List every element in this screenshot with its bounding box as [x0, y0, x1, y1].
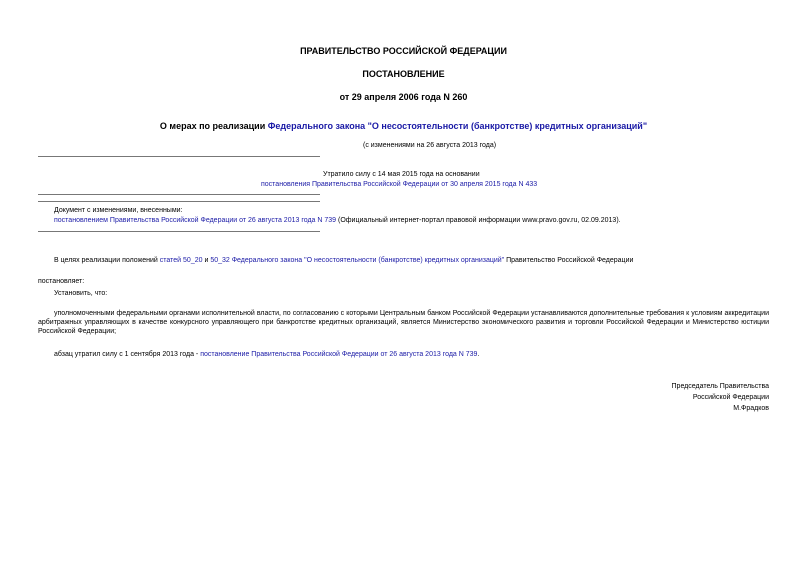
expired-decree-link[interactable]: постановления Правительства Российской Федерации от 30 апреля 2015 года N 433: [261, 181, 538, 188]
expired-line: Утратило силу с 14 мая 2015 года на основании: [323, 171, 480, 178]
divider: [38, 194, 320, 195]
federal-law-link[interactable]: Федерального закона "О несостоятельности (банкротстве) кредитных организаций": [267, 121, 648, 131]
repealed-end: .: [477, 351, 480, 358]
title-prefix: О мерах по реализации: [159, 121, 268, 131]
establish-line: Установить, что:: [54, 290, 108, 297]
preamble-start: В целях реализации положений: [54, 257, 160, 264]
divider: [38, 201, 320, 202]
repealing-decree-link[interactable]: постановление Правительства Российской Федерации от 26 августа 2013 года N 739: [200, 351, 478, 358]
signature-block: [672, 382, 769, 413]
amending-decree-link[interactable]: постановлением Правительства Российской Федерации от 26 августа 2013 года N 739: [54, 217, 337, 224]
body-paragraph: уполномоченными федеральными органами исполнительной власти, по согласованию с которыми Центральным банком Российской Федерации устанавливаются дополнительные требования к условиям аккредитации арбитражных управляющих в качестве конкурсного управляющего при банкротстве кредитных организаций, является Министерство экономического развития и торговли Российской Федерации и Министерство юстиции Российской Федерации;: [38, 310, 769, 335]
signature-name: М.Фрадков: [733, 405, 769, 412]
divider: [38, 156, 320, 157]
date-number: от 29 апреля 2006 года N 260: [339, 92, 468, 102]
preamble: [54, 256, 633, 265]
changes-source: (Официальный интернет-портал правовой информации www.pravo.gov.ru, 02.09.2013).: [336, 217, 621, 224]
changes-line: [54, 216, 621, 225]
law-articles-link[interactable]: 50_32 Федерального закона "О несостоятельности (банкротстве) кредитных организаций": [210, 257, 505, 264]
signature-title: Председатель Правительства: [671, 383, 769, 390]
document-type: ПОСТАНОВЛЕНИЕ: [362, 69, 445, 79]
preamble-end: Правительство Российской Федерации: [504, 257, 634, 264]
repealed-paragraph: [54, 350, 479, 359]
amended-note: (с изменениями на 26 августа 2013 года): [363, 142, 497, 149]
document-title: [0, 121, 807, 131]
articles-link[interactable]: статей 50_20: [159, 257, 203, 264]
government-heading: ПРАВИТЕЛЬСТВО РОССИЙСКОЙ ФЕДЕРАЦИИ: [300, 46, 507, 56]
decree-word: постановляет:: [38, 278, 85, 285]
repealed-text: абзац утратил силу с 1 сентября 2013 года -: [54, 351, 201, 358]
signature-country: Российской Федерации: [692, 394, 769, 401]
changes-intro: Документ с изменениями, внесенными:: [54, 207, 183, 214]
divider: [38, 231, 320, 232]
preamble-and: и: [202, 257, 211, 264]
